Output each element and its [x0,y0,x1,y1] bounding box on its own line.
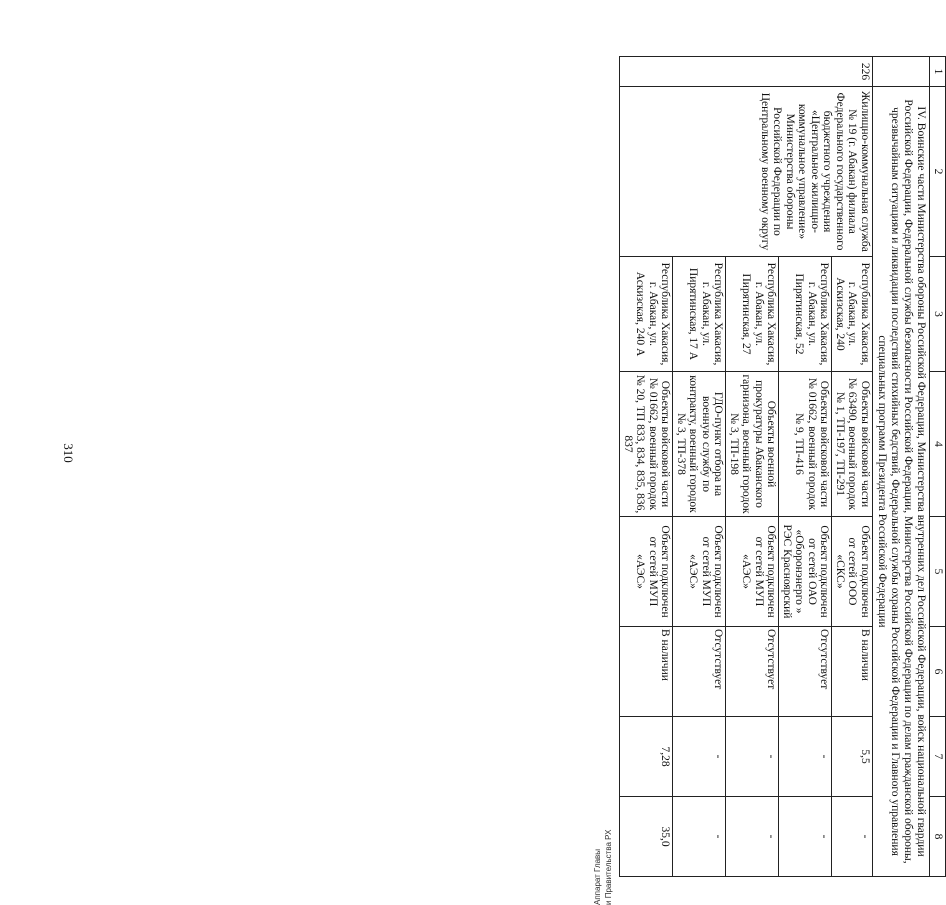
column-header: 7 [930,717,946,797]
column-header: 3 [930,257,946,372]
column-header: 4 [930,372,946,517]
col7-cell: - [726,717,779,797]
section-row [873,57,930,877]
availability-cell: Отсутствует [673,627,726,717]
col7-cell: 5,5 [832,717,873,797]
section-title: IV. Воинские части Министерства обороны Российской Федерации, Министерства внутренних дел Российской Федерации, войск национальной гвардии Российской Федерации, Федеральной службы безопасности Российской Федерации, Министерства Российской Федерации по делам гражданской обороны, чрезвычайным ситуациям и ликвидации последствий стихийных бедствий, Федеральной службы охраны Российской Федерации и Главного управления специальных программ Президента Российской Федерации [873,87,930,877]
col7-cell: - [779,717,832,797]
address-cell: Республика Хакасия, г. Абакан, ул. Пирятинская, 17 А [673,257,726,372]
col8-cell: - [832,797,873,877]
column-header: 8 [930,797,946,877]
connection-cell: Объект подключен от сетей МУП «АЭС» [620,517,673,627]
availability-cell: В наличии [620,627,673,717]
address-cell: Республика Хакасия, г. Абакан, ул. Пирятинская, 27 [726,257,779,372]
connection-cell: Объект подключен от сетей МУП «АЭС» [726,517,779,627]
table-row [832,57,873,877]
page-number: 310 [60,443,76,463]
stamp-line-2: и Правительства РХ [604,829,613,905]
col8-cell: - [673,797,726,877]
rotated-table-wrapper [526,56,946,876]
connection-cell: Объект подключен от сетей ООО «СКС» [832,517,873,627]
col7-cell: - [673,717,726,797]
col8-cell: - [726,797,779,877]
object-cell: Объекты войсковой части № 01662, военный городок № 20, ТП 833, 834, 835, 836, 837 [620,372,673,517]
column-header: 1 [930,57,946,87]
object-cell: ГДО-пункт отбора на военную службу по контракту, военный городок № 3, ТП-378 [673,372,726,517]
address-cell: Республика Хакасия, г. Абакан, ул. Аскизская, 240 А [620,257,673,372]
column-header: 5 [930,517,946,627]
object-cell: Объекты войсковой части № 01662, военный городок № 9, ТП-416 [779,372,832,517]
column-number-row [930,57,946,877]
row-number-cell: 226 [620,57,873,87]
availability-cell: В наличии [832,627,873,717]
connection-cell: Объект подключен от сетей МУП «АЭС» [673,517,726,627]
availability-cell: Отсутствует [726,627,779,717]
availability-cell: Отсутствует [779,627,832,717]
col8-cell: 35,0 [620,797,673,877]
organization-cell: Жилищно-коммунальная служба № 19 (г. Абакан) филиала Федерального государственного бюджетного учреждения «Центральное жилищно-коммунальное управление» Министерства обороны Российской Федерации по Центральному военному округу [620,87,873,257]
connection-cell: Объект подключен от сетей ОАО «Оборонэнерго » РЭС Красноярский [779,517,832,627]
column-header: 6 [930,627,946,717]
object-cell: Объекты военной прокуратуры Абаканского гарнизона, военный городок № 3, ТП-198 [726,372,779,517]
column-header: 2 [930,87,946,257]
address-cell: Республика Хакасия, г. Абакан, ул. Аскизская, 240 [832,257,873,372]
address-cell: Республика Хакасия, г. Абакан, ул. Пирятинская, 52 [779,257,832,372]
object-cell: Объекты войсковой части № 63490, военный городок № 1, ТП-197, ТП-291 [832,372,873,517]
stamp-line-1: Аппарат Главы [593,848,602,905]
col8-cell: - [779,797,832,877]
col7-cell: 7,28 [620,717,673,797]
data-table [620,56,946,877]
